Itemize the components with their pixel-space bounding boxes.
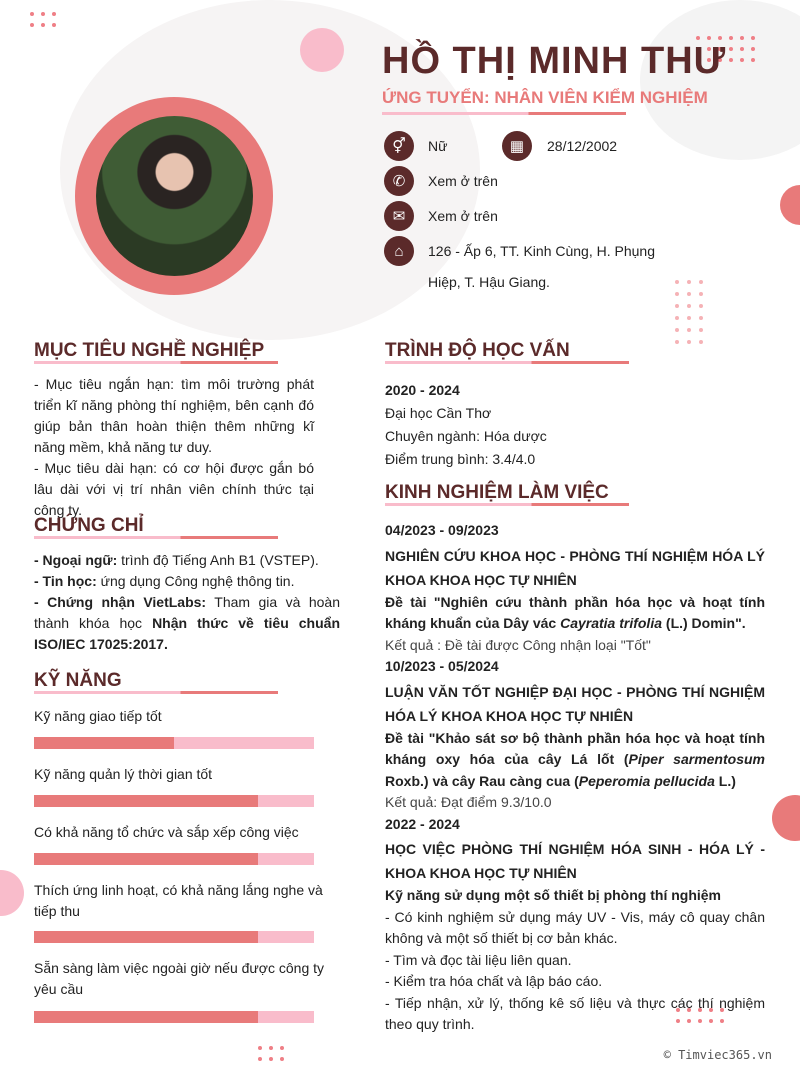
- divider: [382, 112, 626, 115]
- cert-label: - Ngoại ngữ:: [34, 552, 118, 568]
- cert-value: Tham gia và hoàn thành khóa học: [34, 594, 340, 631]
- skill-bar-fill: [34, 931, 258, 943]
- gender-icon: ⚥: [384, 131, 414, 161]
- cert-label: - Tin học:: [34, 573, 97, 589]
- skills-heading: KỸ NĂNG: [34, 670, 122, 691]
- address-line-2: Hiệp, T. Hậu Giang.: [428, 274, 550, 290]
- skill-label: Thích ứng linh hoạt, có khả năng lắng nghe và tiếp thu: [34, 882, 323, 919]
- skill-label: Kỹ năng giao tiếp tốt: [34, 708, 162, 724]
- skill-bar: [34, 795, 314, 807]
- job-desc: Kỹ năng sử dụng một số thiết bị phòng thí nghiệm: [385, 887, 721, 903]
- job-period: 10/2023 - 05/2024: [385, 658, 499, 674]
- decor-circle: [780, 185, 800, 225]
- job-desc: Đề tài "Khảo sát sơ bộ thành phần hóa học và hoạt tính kháng oxy hóa của cây Lá lốt (: [385, 729, 765, 767]
- job-desc: Roxb.) và cây Rau càng cua (: [385, 772, 579, 789]
- job-role: NGHIÊN CỨU KHOA HỌC - PHÒNG THÍ NGHIỆM HÓA LÝ KHOA KHOA HỌC TỰ NHIÊN: [385, 547, 765, 588]
- cert-value: ứng dụng Công nghệ thông tin.: [96, 573, 295, 589]
- decor-circle: [0, 870, 24, 916]
- job-period: 2022 - 2024: [385, 815, 460, 832]
- job-desc-italic: Piper sarmentosum: [628, 751, 765, 767]
- certs-heading: CHỨNG CHỈ: [34, 515, 144, 536]
- divider: [34, 691, 278, 694]
- divider: [34, 361, 278, 364]
- email-icon: ✉: [384, 201, 414, 231]
- education-major: Chuyên ngành: Hóa dược: [385, 428, 547, 444]
- candidate-name: HỒ THỊ MINH THƯ: [382, 40, 727, 82]
- skill-bar-fill: [34, 853, 258, 865]
- skill-label: Có khả năng tổ chức và sắp xếp công việc: [34, 824, 299, 840]
- skill-label: Kỹ năng quản lý thời gian tốt: [34, 766, 213, 782]
- job-bullet: - Kiểm tra hóa chất và lập báo cáo.: [385, 973, 603, 989]
- objective-heading: MỤC TIÊU NGHỀ NGHIỆP: [34, 340, 265, 361]
- decor-circle: [772, 795, 800, 841]
- home-icon: ⌂: [384, 236, 414, 266]
- experience-item: [385, 814, 765, 1036]
- job-desc: (L.) Domin".: [662, 615, 746, 631]
- experience-list: [385, 520, 765, 1036]
- job-desc: L.): [714, 772, 736, 789]
- job-title: ỨNG TUYỂN: NHÂN VIÊN KIỂM NGHIỆM: [382, 88, 708, 107]
- education-gpa: Điểm trung bình: 3.4/4.0: [385, 451, 536, 467]
- skill-bar: [34, 931, 314, 943]
- job-result: Kết quả : Đề tài được Công nhận loại "Tốt": [385, 636, 651, 653]
- experience-item: [385, 656, 765, 814]
- divider: [34, 536, 278, 539]
- decor-dots: [258, 1046, 284, 1061]
- decor-circle: [300, 28, 344, 72]
- skill-bar: [34, 1011, 314, 1023]
- job-bullet: - Có kinh nghiệm sử dụng máy UV - Vis, máy cô quay chân không và một số thiết bị cơ bản khác.: [385, 908, 765, 946]
- divider: [385, 503, 629, 506]
- skill-bar-fill: [34, 795, 258, 807]
- education-school: Đại học Cần Thơ: [385, 405, 492, 421]
- objective-text: [34, 374, 314, 521]
- education-heading: TRÌNH ĐỘ HỌC VẤN: [385, 340, 570, 361]
- email-value: Xem ở trên: [428, 208, 498, 224]
- divider: [385, 361, 629, 364]
- skill-label: Sẵn sàng làm việc ngoài giờ nếu được công ty yêu cầu: [34, 960, 325, 997]
- job-desc-italic: Peperomia pellucida: [578, 772, 715, 789]
- objective-short: - Mục tiêu ngắn hạn: tìm môi trường phát triển kĩ năng phòng thí nghiệm, bên cạnh đó giúp bản thân hoàn thiện thêm những kĩ năng mềm, khả năng tư duy.: [34, 376, 314, 455]
- experience-heading: KINH NGHIỆM LÀM VIỆC: [385, 482, 609, 503]
- cert-value: trình độ Tiếng Anh B1 (VSTEP).: [117, 552, 319, 568]
- job-desc-italic: Cayratia trifolia: [560, 615, 663, 631]
- skill-bar: [34, 737, 314, 749]
- job-bullet: - Tiếp nhận, xử lý, thống kê số liệu và thực các thí nghiệm theo quy trình.: [385, 994, 765, 1032]
- job-result: Kết quả: Đạt điểm 9.3/10.0: [385, 794, 552, 810]
- address-line-1: 126 - Ấp 6, TT. Kinh Cùng, H. Phụng: [428, 243, 655, 259]
- phone-icon: ✆: [384, 166, 414, 196]
- phone-value: Xem ở trên: [428, 173, 498, 189]
- job-period: 04/2023 - 09/2023: [385, 522, 499, 538]
- decor-dots: [30, 12, 56, 27]
- skill-bar-fill: [34, 737, 174, 749]
- footer-copyright: © Timviec365.vn: [663, 1048, 772, 1062]
- job-bullet: - Tìm và đọc tài liệu liên quan.: [385, 951, 572, 968]
- experience-item: [385, 520, 765, 656]
- objective-long: - Mục tiêu dài hạn: có cơ hội được gắn bó lâu dài với vị trí nhân viên chính thức tại công ty.: [34, 460, 314, 518]
- cert-value-bold: Nhận thức về tiêu chuẩn ISO/IEC 17025:2017.: [34, 615, 341, 652]
- job-role: HỌC VIỆC PHÒNG THÍ NGHIỆM HÓA SINH - HÓA LÝ - KHOA KHOA HỌC TỰ NHIÊN: [385, 841, 765, 881]
- decor-dots: [675, 280, 703, 344]
- certs-text: [34, 550, 340, 655]
- avatar: [96, 116, 253, 276]
- cert-label: - Chứng nhận VietLabs:: [34, 594, 207, 610]
- job-role: LUẬN VĂN TỐT NGHIỆP ĐẠI HỌC - PHÒNG THÍ NGHIỆM HÓA LÝ KHOA KHOA HỌC TỰ NHIÊN: [385, 683, 765, 724]
- job-desc: Đề tài "Nghiên cứu thành phần hóa học và hoạt tính kháng khuẩn của Dây vác: [385, 593, 765, 631]
- skill-bar-fill: [34, 1011, 258, 1023]
- skill-bar: [34, 853, 314, 865]
- education-period: 2020 - 2024: [385, 382, 460, 398]
- education-block: [385, 379, 765, 471]
- calendar-icon: ▦: [502, 131, 532, 161]
- gender-value: Nữ: [428, 138, 448, 154]
- dob-value: 28/12/2002: [547, 138, 618, 154]
